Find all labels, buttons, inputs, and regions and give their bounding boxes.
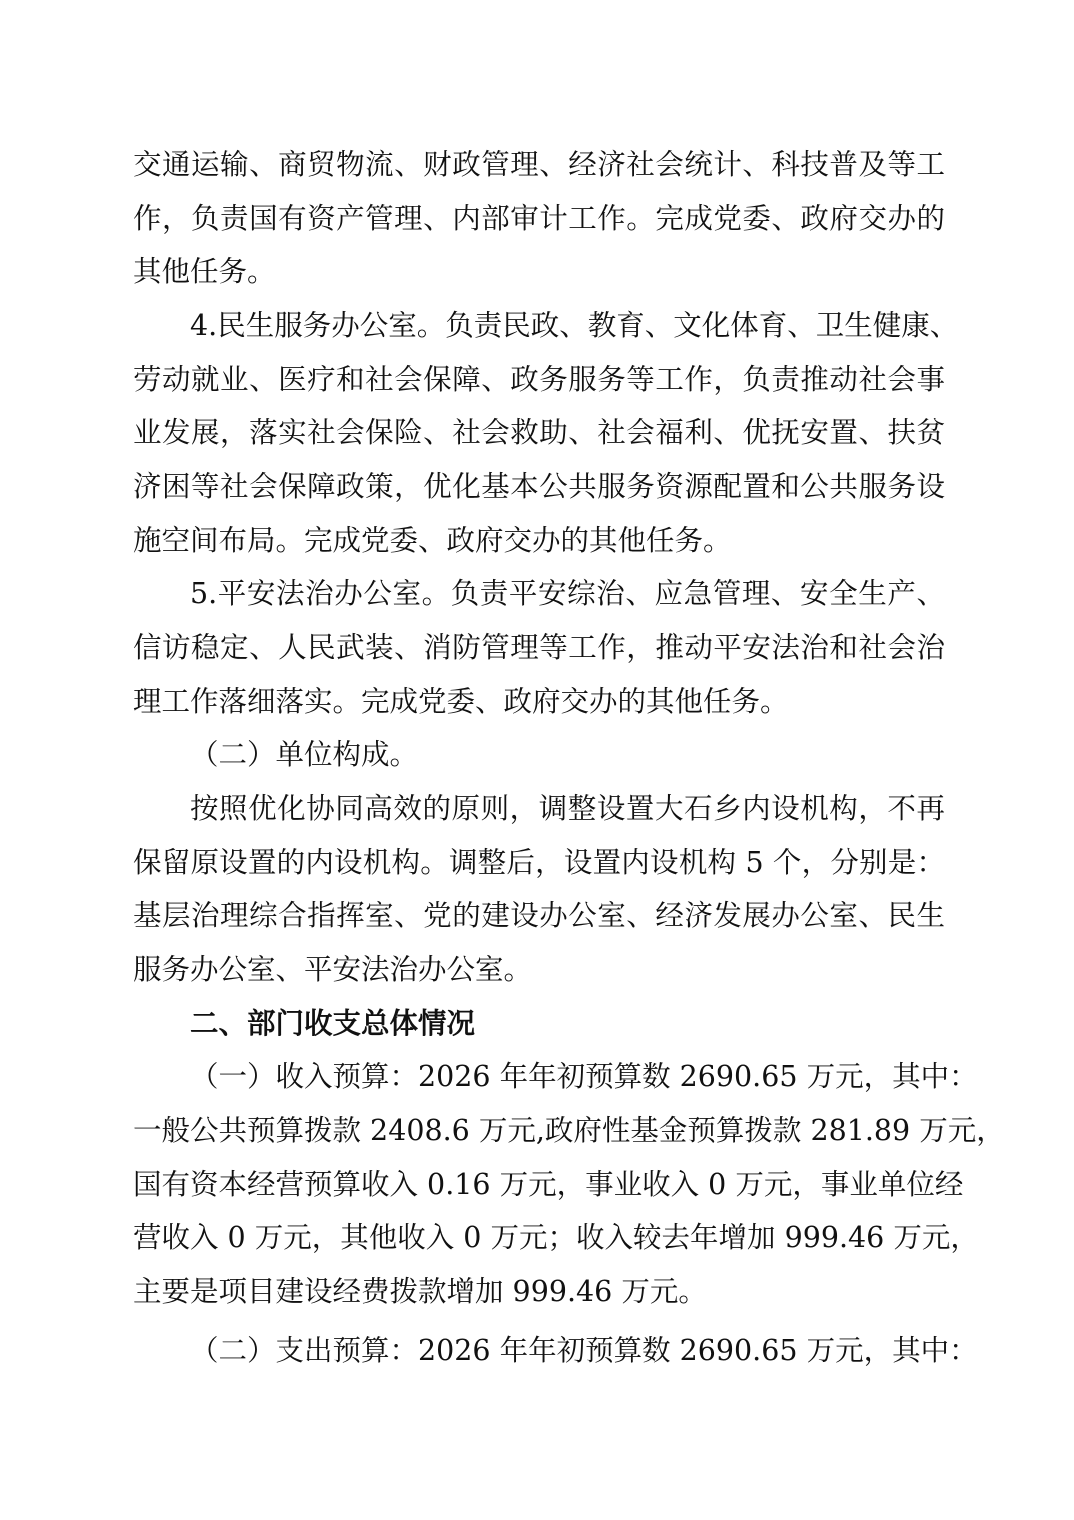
body-text-line: 劳动就业、医疗和社会保障、政务服务等工作，负责推动社会事	[133, 363, 945, 396]
body-text-line: 保留原设置的内设机构。调整后，设置内设机构 5 个，分别是：	[133, 846, 945, 879]
body-text-line: 作，负责国有资产管理、内部审计工作。完成党委、政府交办的	[133, 202, 945, 235]
body-text-line: 服务办公室、平安法治办公室。	[133, 953, 533, 986]
body-text-line: 主要是项目建设经费拨款增加 999.46 万元。	[133, 1275, 707, 1308]
section-heading: 二、部门收支总体情况	[190, 1007, 476, 1040]
body-text-line: 交通运输、商贸物流、财政管理、经济社会统计、科技普及等工	[133, 148, 945, 181]
body-text-line: 理工作落细落实。完成党委、政府交办的其他任务。	[133, 685, 789, 718]
body-text-line: 基层治理综合指挥室、党的建设办公室、经济发展办公室、民生	[133, 899, 945, 932]
paragraph-first-line: 5.平安法治办公室。负责平安综治、应急管理、安全生产、	[190, 577, 945, 610]
body-text-line: 施空间布局。完成党委、政府交办的其他任务。	[133, 524, 732, 557]
body-text-line: 信访稳定、人民武装、消防管理等工作，推动平安法治和社会治	[133, 631, 945, 664]
paragraph-first-line: （二）支出预算：2026 年年初预算数 2690.65 万元，其中：	[190, 1334, 978, 1367]
body-text-line: 营收入 0 万元，其他收入 0 万元；收入较去年增加 999.46 万元，	[133, 1221, 979, 1254]
body-text-line: 国有资本经营预算收入 0.16 万元，事业收入 0 万元，事业单位经	[133, 1168, 964, 1201]
body-text-line: 一般公共预算拨款 2408.6 万元,政府性基金预算拨款 281.89 万元，	[133, 1114, 1005, 1147]
paragraph-first-line: 按照优化协同高效的原则，调整设置大石乡内设机构，不再	[190, 792, 945, 825]
paragraph-first-line: 4.民生服务办公室。负责民政、教育、文化体育、卫生健康、	[190, 309, 959, 342]
body-text-line: 业发展，落实社会保险、社会救助、社会福利、优抚安置、扶贫	[133, 416, 945, 449]
body-text-line: 济困等社会保障政策，优化基本公共服务资源配置和公共服务设	[133, 470, 945, 503]
paragraph-first-line: （一）收入预算：2026 年年初预算数 2690.65 万元，其中：	[190, 1060, 978, 1093]
subsection-heading: （二）单位构成。	[190, 738, 419, 771]
body-text-line: 其他任务。	[133, 255, 276, 288]
